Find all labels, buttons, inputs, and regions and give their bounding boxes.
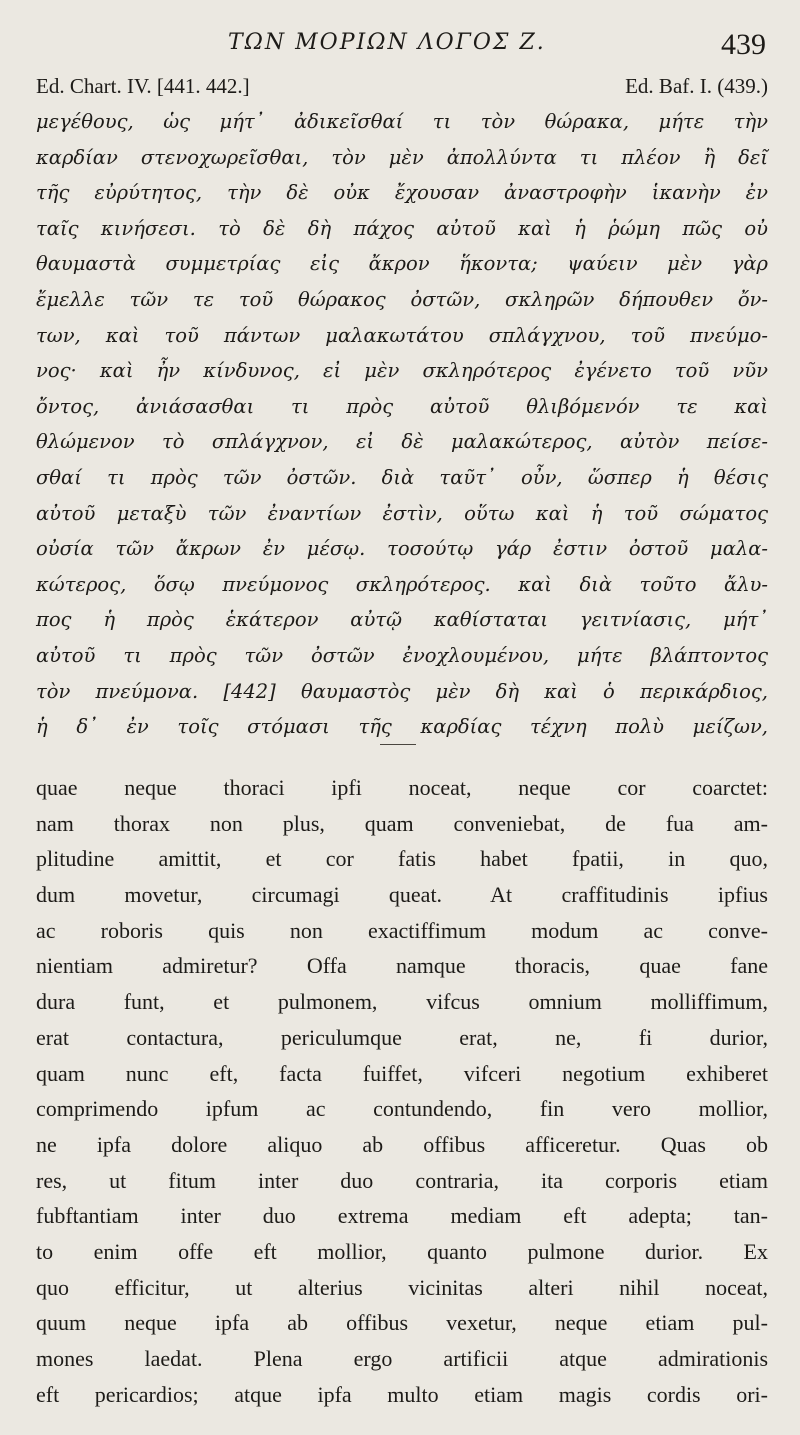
greek-line: αὐτοῦ μεταξὺ τῶν ἐναντίων ἐστὶν, οὕτω καὶ ἡ τοῦ σώματος	[36, 501, 768, 525]
latin-line: quam nunc eft, facta fuiffet, vifceri negotium exhiberet	[36, 1060, 768, 1086]
latin-line: res, ut fitum inter duo contraria, ita corporis etiam	[36, 1167, 768, 1193]
latin-line: nam thorax non plus, quam conveniebat, de fua am-	[36, 810, 768, 836]
latin-line: to enim offe eft mollior, quanto pulmone durior. Ex	[36, 1238, 768, 1264]
running-head-title: ΤΩΝ ΜΟΡΙΩΝ ΛΟΓΟΣ Ζ.	[228, 30, 546, 55]
greek-line: ταῖς κινήσεσι. τὸ δὲ δὴ πάχος αὐτοῦ καὶ ἡ ῥώμη πῶς οὐ	[36, 216, 768, 240]
page-number: 439	[721, 28, 766, 61]
greek-line: αὐτοῦ τι πρὸς τῶν ὀστῶν ἐνοχλουμένου, μήτε βλάπτοντος	[36, 643, 768, 667]
section-divider	[380, 744, 416, 745]
latin-line: plitudine amittit, et cor fatis habet fpatii, in quo,	[36, 846, 768, 872]
greek-line: ὄντος, ἀνιάσασθαι τι πρὸς αὐτοῦ θλιβόμενόν τε καὶ	[36, 394, 768, 418]
latin-line: eft pericardios; atque ipfa multo etiam magis cordis ori-	[36, 1381, 768, 1407]
greek-line: πος ἡ πρὸς ἑκάτερον αὐτῷ καθίσταται γειτνίασις, μήτ᾽	[36, 608, 768, 632]
greek-line: των, καὶ τοῦ πάντων μαλακωτάτου σπλάγχνου, τοῦ πνεύμο-	[36, 323, 768, 347]
greek-line: θλώμενον τὸ σπλάγχνον, εἰ δὲ μαλακώτερος, αὐτὸν πείσε-	[36, 430, 768, 454]
latin-line: ac roboris quis non exactiffimum modum ac conve-	[36, 917, 768, 943]
latin-line: quum neque ipfa ab offibus vexetur, neque etiam pul-	[36, 1310, 768, 1336]
edition-reference-basel: Ed. Baf. I. (439.)	[625, 74, 768, 98]
latin-line: fubftantiam inter duo extrema mediam eft adepta; tan-	[36, 1203, 768, 1229]
latin-line: comprimendo ipfum ac contundendo, fin vero mollior,	[36, 1096, 768, 1122]
latin-line: dum movetur, circumagi queat. At craffitudinis ipfius	[36, 882, 768, 908]
greek-line: σθαί τι πρὸς τῶν ὀστῶν. διὰ ταῦτ᾽ οὖν, ὥσπερ ἡ θέσις	[36, 465, 768, 489]
latin-line: ne ipfa dolore aliquo ab offibus afficeretur. Quas ob	[36, 1131, 768, 1157]
greek-line: θαυμαστὰ συμμετρίας εἰς ἄκρον ἥκοντα; ψαύειν μὲν γὰρ	[36, 252, 768, 276]
edition-reference-chartier: Ed. Chart. IV. [441. 442.]	[36, 74, 250, 98]
greek-line: καρδίαν στενοχωρεῖσθαι, τὸν μὲν ἀπολλύντα τι πλέον ἢ δεῖ	[36, 145, 768, 169]
latin-line: dura funt, et pulmonem, vifcus omnium molliffimum,	[36, 989, 768, 1015]
greek-line: ἔμελλε τῶν τε τοῦ θώρακος ὀστῶν, σκληρῶν δήπουθεν ὄν-	[36, 287, 768, 311]
greek-line: τῆς εὐρύτητος, τὴν δὲ οὐκ ἔχουσαν ἀναστροφὴν ἱκανὴν ἐν	[36, 181, 768, 205]
running-head	[0, 28, 800, 68]
greek-line: μεγέθους, ὡς μήτ᾽ ἀδικεῖσθαί τι τὸν θώρακα, μήτε τὴν	[36, 110, 768, 133]
greek-line: ἡ δ᾽ ἐν τοῖς στόμασι τῆς καρδίας τέχνη πολὺ μείζων,	[36, 715, 768, 739]
latin-line: quae neque thoraci ipfi noceat, neque cor coarctet:	[36, 775, 768, 800]
latin-text-block	[36, 770, 768, 1412]
latin-line: nientiam admiretur? Offa namque thoracis, quae fane	[36, 953, 768, 979]
greek-line: οὐσία τῶν ἄκρων ἐν μέσῳ. τοσούτῳ γάρ ἐστιν ὀστοῦ μαλα-	[36, 537, 768, 561]
greek-text-block	[36, 104, 768, 745]
edition-reference-line	[36, 74, 768, 104]
greek-line: νος· καὶ ἦν κίνδυνος, εἰ μὲν σκληρότερος ἐγένετο τοῦ νῦν	[36, 359, 768, 383]
greek-line: τὸν πνεύμονα. [442] θαυμαστὸς μὲν δὴ καὶ ὁ περικάρδιος,	[36, 679, 768, 703]
greek-line: κώτερος, ὅσῳ πνεύμονος σκληρότερος. καὶ διὰ τοῦτο ἄλυ-	[36, 572, 768, 596]
latin-line: erat contactura, periculumque erat, ne, fi durior,	[36, 1024, 768, 1050]
latin-line: quo efficitur, ut alterius vicinitas alteri nihil noceat,	[36, 1274, 768, 1300]
latin-line: mones laedat. Plena ergo artificii atque admirationis	[36, 1346, 768, 1371]
